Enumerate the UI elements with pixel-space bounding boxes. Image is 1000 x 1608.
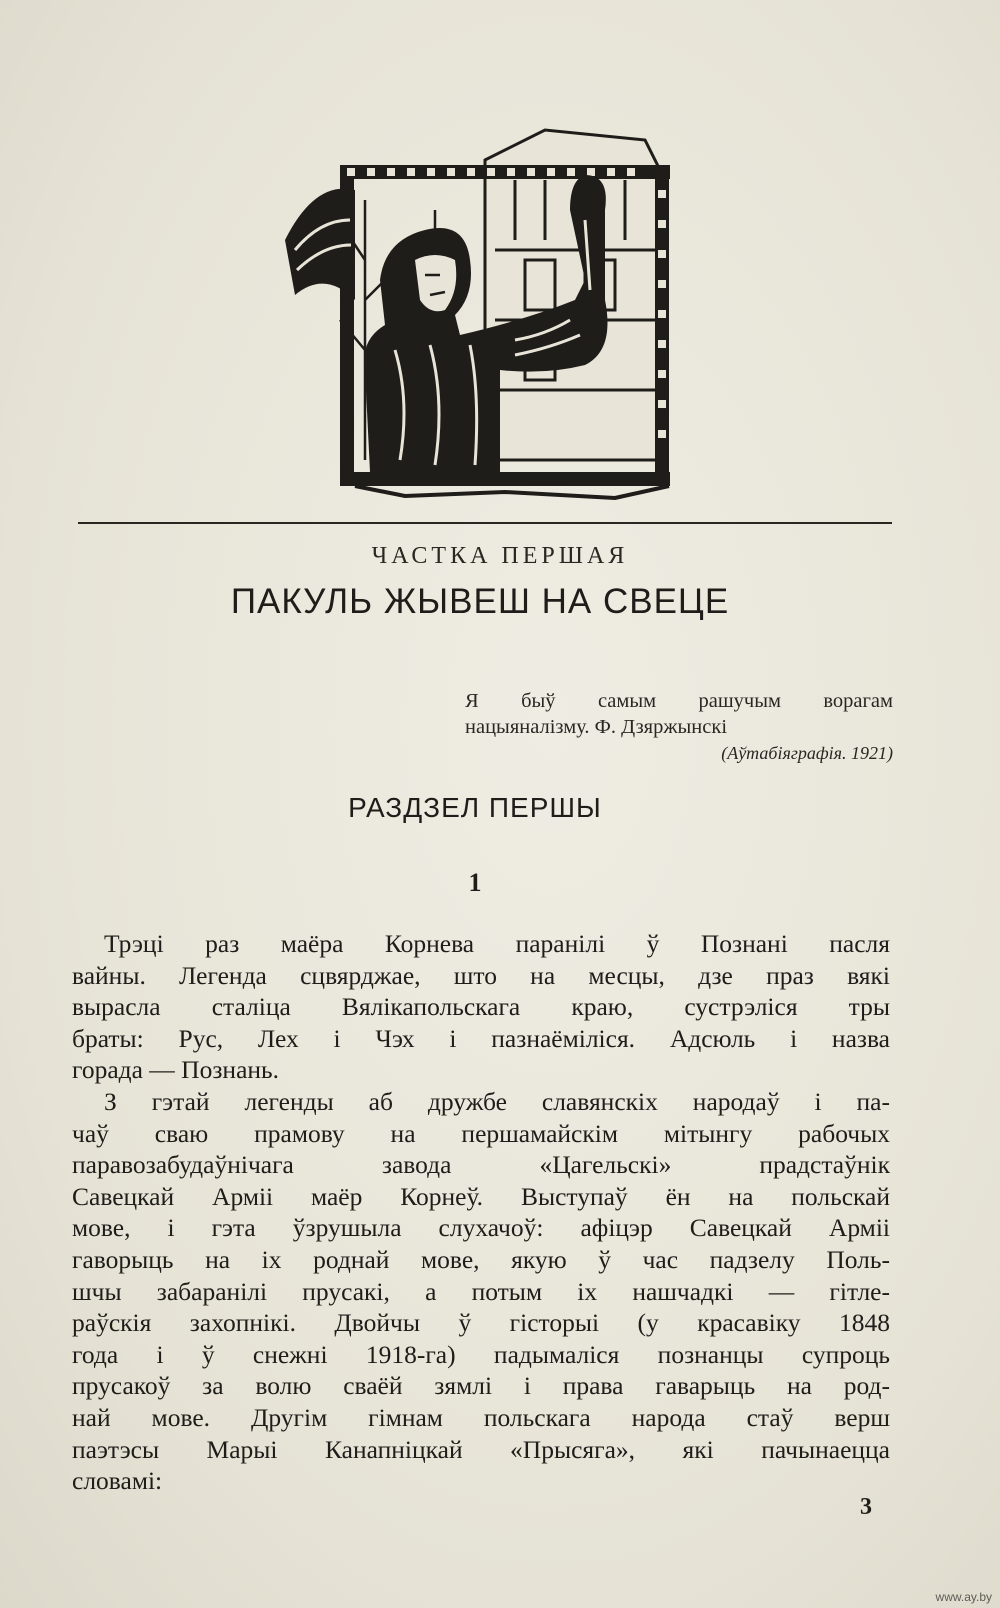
- body-line: раўскія захопнікі. Двойчы ў гісторыі (у красавіку 1848: [72, 1308, 890, 1338]
- watermark-text: www.ay.by: [935, 1590, 992, 1604]
- body-line: года і ў снежні 1918-га) падымаліся познанцы супроць: [72, 1339, 890, 1369]
- epigraph: [465, 688, 893, 766]
- part-label: ЧАСТКА ПЕРШАЯ: [371, 543, 629, 569]
- body-line: Трэці раз маёра Корнева паранілі ў Познані пасля: [104, 929, 890, 958]
- body-line: чаў сваю прамову на першамайскім мітынгу рабочых: [72, 1118, 890, 1148]
- woodcut-man-with-banner-illustration: [285, 120, 705, 500]
- body-line: прусакоў за волю сваёй зямлі і права гаварыць на род-: [72, 1371, 890, 1401]
- body-line: вырасла сталіца Вялікапольскага краю, сустрэліся тры: [72, 992, 890, 1022]
- epigraph-source: (Аўтабіяграфія. 1921): [721, 743, 893, 763]
- horizontal-rule: [78, 522, 892, 524]
- body-line: браты: Рус, Лех і Чэх і пазнаёміліся. Адсюль і назва: [72, 1023, 890, 1053]
- part-title: ПАКУЛЬ ЖЫВЕШ НА СВЕЦЕ: [230, 582, 730, 621]
- body-line: горада — Познань.: [72, 1055, 280, 1085]
- page-number: 3: [860, 1494, 872, 1520]
- body-line: гаворыць на іх роднай мове, якую ў час падзелу Поль-: [72, 1244, 890, 1274]
- body-line: словамі:: [72, 1466, 163, 1496]
- body-line: паравозабудаўнічага завода «Цагельскі» прадстаўнік: [72, 1150, 890, 1180]
- body-line: вайны. Легенда сцвярджае, што на месцы, дзе праз вякі: [72, 960, 890, 990]
- chapter-number: 1: [468, 868, 482, 897]
- body-line: мове, і гэта ўзрушыла слухачоў: афіцэр Савецкай Арміі: [72, 1213, 890, 1243]
- body-line: Савецкай Арміі маёр Корнеў. Выступаў ён на польскай: [72, 1181, 890, 1211]
- body-line: шчы забаранілі прусакі, а потым іх нашчадкі — гітле-: [72, 1276, 890, 1306]
- epigraph-line-1: [465, 688, 893, 714]
- epigraph-word: Я: [465, 690, 479, 712]
- epigraph-word: самым: [597, 690, 657, 712]
- section-title: РАЗДЗЕЛ ПЕРШЫ: [348, 792, 602, 823]
- epigraph-word: рашучым: [698, 690, 781, 712]
- epigraph-line-2: нацыяналізму. Ф. Дзяржынскі: [465, 716, 728, 738]
- body-line: най мове. Другім гімнам польскага народа стаў верш: [72, 1402, 890, 1432]
- epigraph-word: быў: [521, 690, 556, 712]
- epigraph-word: ворагам: [823, 690, 893, 712]
- body-line: паэтэсы Марыі Канапніцкай «Прысяга», які пачынаецца: [72, 1434, 890, 1464]
- body-line: З гэтай легенды аб дружбе славянскіх народаў і па-: [104, 1086, 890, 1116]
- body-text: [72, 928, 890, 1497]
